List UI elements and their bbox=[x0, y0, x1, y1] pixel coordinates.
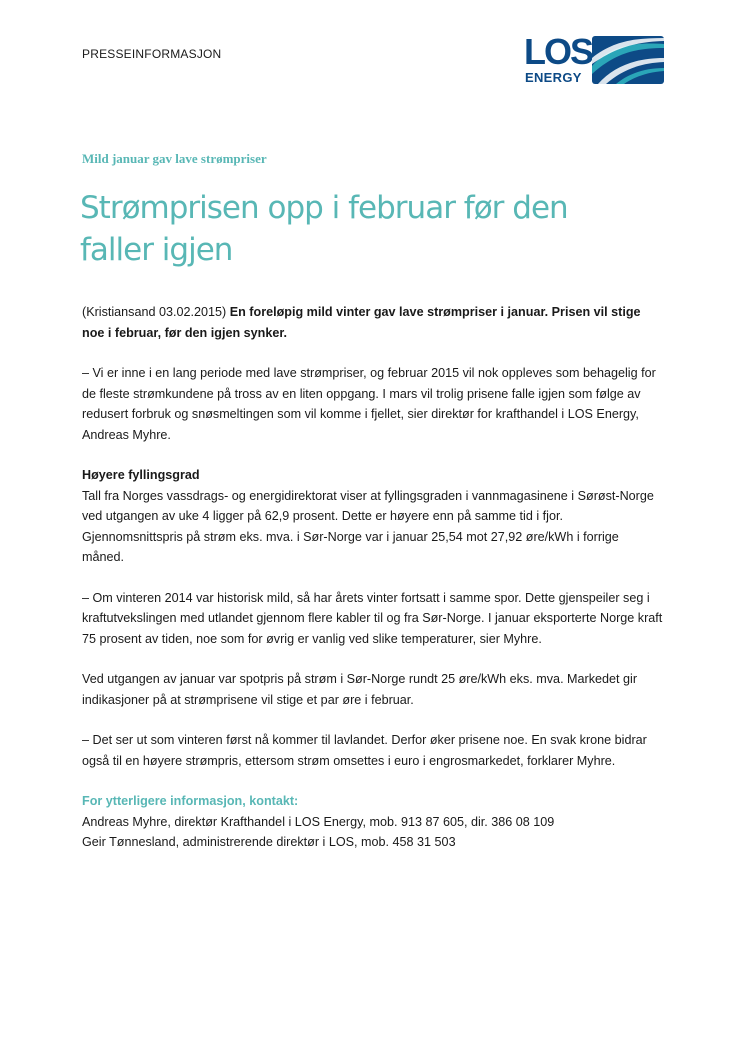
lead-paragraph bbox=[82, 302, 664, 343]
quote-paragraph: – Vi er inne i en lang periode med lave strømpriser, og februar 2015 vil nok oppleves som behagelig for de fleste strømkundene på tross av en liten oppgang. I mars vil trolig prisene falle igjen som følge av redusert forbruk og snøsmeltingen som vil komme i fjellet, sier direktør for krafthandel i LOS Energy, Andreas Myhre. bbox=[82, 366, 656, 442]
section-body: Tall fra Norges vassdrags- og energidirektorat viser at fyllingsgraden i vannmagasinene i Sørøst-Norge ved utgangen av uke 4 ligger på 62,9 prosent. Dette er høyere enn på samme tid i fjor. Gjennomsnittspris på strøm eks. mva. i Sør-Norge var i januar 25,54 mot 27,92 øre/kWh i forrige måned. bbox=[82, 488, 654, 564]
logo-wave-icon bbox=[592, 36, 664, 84]
section-heading: Høyere fyllingsgrad bbox=[82, 468, 200, 482]
section-paragraph bbox=[82, 465, 664, 568]
dateline: (Kristiansand 03.02.2015) bbox=[82, 305, 230, 319]
los-energy-logo bbox=[524, 31, 666, 90]
body-paragraph: Ved utgangen av januar var spotpris på strøm i Sør-Norge rundt 25 øre/kWh eks. mva. Markedet gir indikasjoner på at strømprisene vil stige et par øre i februar. bbox=[82, 672, 638, 707]
article-body bbox=[82, 302, 664, 873]
lead-text: En foreløpig mild vinter gav lave strømpriser i januar. Prisen vil stige noe i februar, før den igjen synker. bbox=[82, 305, 641, 340]
contact-line: Andreas Myhre, direktør Krafthandel i LOS Energy, mob. 913 87 605, dir. 386 08 109 bbox=[82, 814, 555, 829]
document-type-label: PRESSEINFORMASJON bbox=[82, 47, 222, 61]
headline: Strømprisen opp i februar før den faller igjen bbox=[80, 190, 568, 268]
logo-wordmark-energy: ENERGY bbox=[525, 70, 582, 85]
body-paragraph: – Det ser ut som vinteren først nå kommer til lavlandet. Derfor øker prisene noe. En svak krone bidrar også til en høyere strømpris, ettersom strøm omsettes i euro i engrosmarkedet, forklarer Myhre. bbox=[82, 733, 647, 768]
contact-line: Geir Tønnesland, administrerende direktør i LOS, mob. 458 31 503 bbox=[82, 835, 456, 849]
contact-heading: For ytterligere informasjon, kontakt: bbox=[82, 794, 299, 808]
logo-wordmark-los: LOS bbox=[524, 31, 593, 72]
kicker: Mild januar gav lave strømpriser bbox=[82, 151, 267, 166]
body-paragraph: – Om vinteren 2014 var historisk mild, så har årets vinter fortsatt i samme spor. Dette gjenspeiler seg i kraftutvekslingen med utlandet gjennom flere kabler til og fra Sør-Norge. I januar eksporterte Norge kraft 75 prosent av tiden, noe som for øvrig er vanlig ved slike temperaturer, sier Myhre. bbox=[82, 590, 663, 646]
contact-block bbox=[82, 791, 664, 853]
